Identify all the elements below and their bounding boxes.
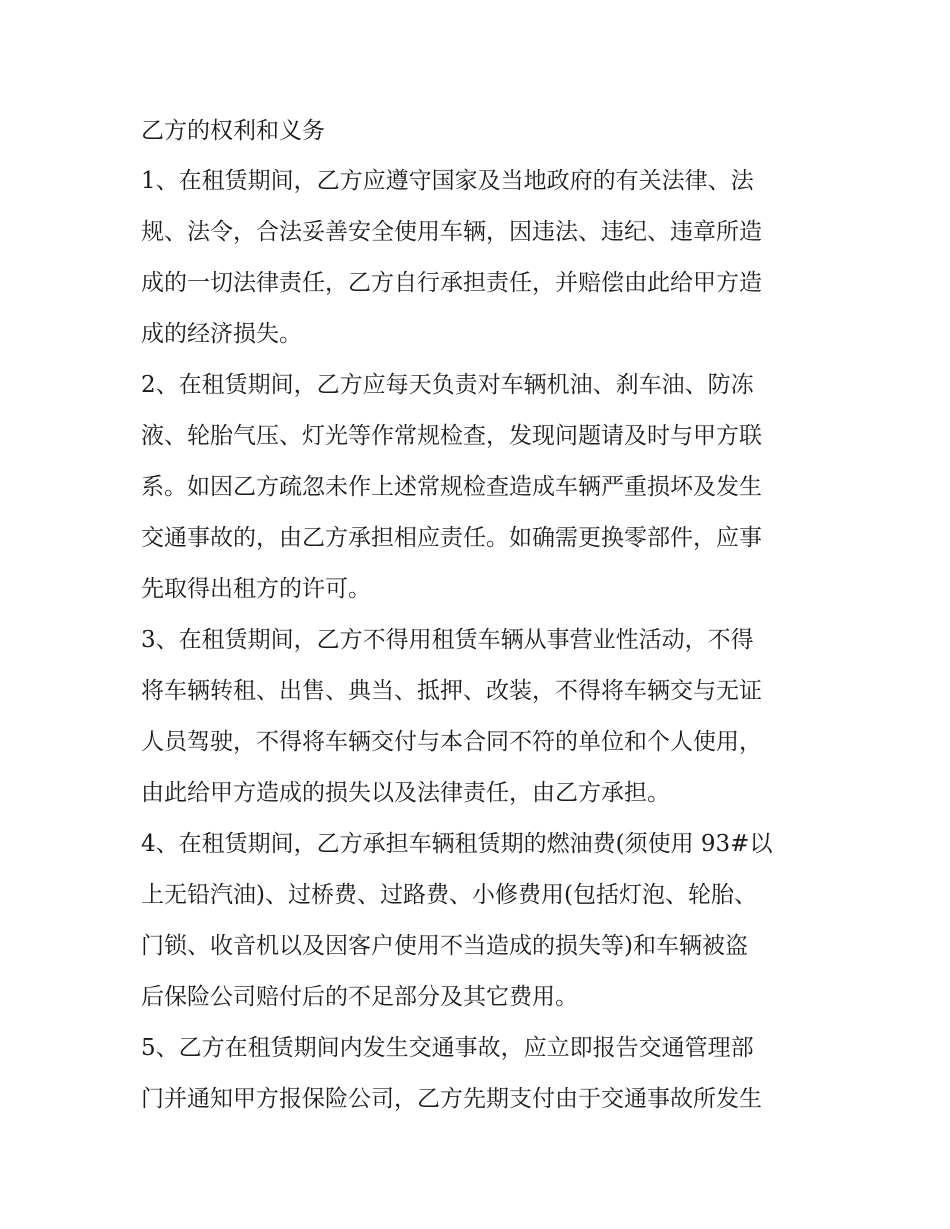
text-line: 成的经济损失。: [141, 321, 302, 347]
text-line: 规、法令，合法妥善安全使用车辆，因违法、违纪、违章所造: [141, 219, 762, 245]
text-line: 3、在租赁期间，乙方不得用租赁车辆从事营业性活动，不得: [141, 627, 754, 653]
text-line: 门并通知甲方报保险公司，乙方先期支付由于交通事故所发生: [141, 1086, 762, 1112]
text-line: 后保险公司赔付后的不足部分及其它费用。: [141, 984, 578, 1010]
text-line: 4、在租赁期间，乙方承担车辆租赁期的燃油费(须使用 93#以: [141, 831, 773, 857]
text-line: 将车辆转租、出售、典当、抵押、改装，不得将车辆交与无证: [141, 678, 762, 704]
section-heading: 乙方的权利和义务: [141, 118, 325, 144]
text-line: 成的一切法律责任，乙方自行承担责任，并赔偿由此给甲方造: [141, 270, 762, 296]
text-line: 上无铅汽油)、过桥费、过路费、小修费用(包括灯泡、轮胎、: [141, 882, 757, 908]
text-line: 先取得出租方的许可。: [141, 576, 371, 602]
text-line: 1、在租赁期间，乙方应遵守国家及当地政府的有关法律、法: [141, 168, 754, 194]
text-line: 2、在租赁期间，乙方应每天负责对车辆机油、刹车油、防冻: [141, 372, 754, 398]
text-line: 液、轮胎气压、灯光等作常规检查，发现问题请及时与甲方联: [141, 423, 762, 449]
text-line: 人员驾驶，不得将车辆交付与本合同不符的单位和个人使用，: [141, 729, 762, 755]
text-line: 5、乙方在租赁期间内发生交通事故，应立即报告交通管理部: [141, 1035, 754, 1061]
text-line: 交通事故的，由乙方承担相应责任。如确需更换零部件，应事: [141, 525, 762, 551]
text-line: 门锁、收音机以及因客户使用不当造成的损失等)和车辆被盗: [141, 933, 748, 959]
text-line: 系。如因乙方疏忽未作上述常规检查造成车辆严重损坏及发生: [141, 474, 762, 500]
text-line: 由此给甲方造成的损失以及法律责任，由乙方承担。: [141, 780, 670, 806]
document-body: [141, 106, 821, 1125]
